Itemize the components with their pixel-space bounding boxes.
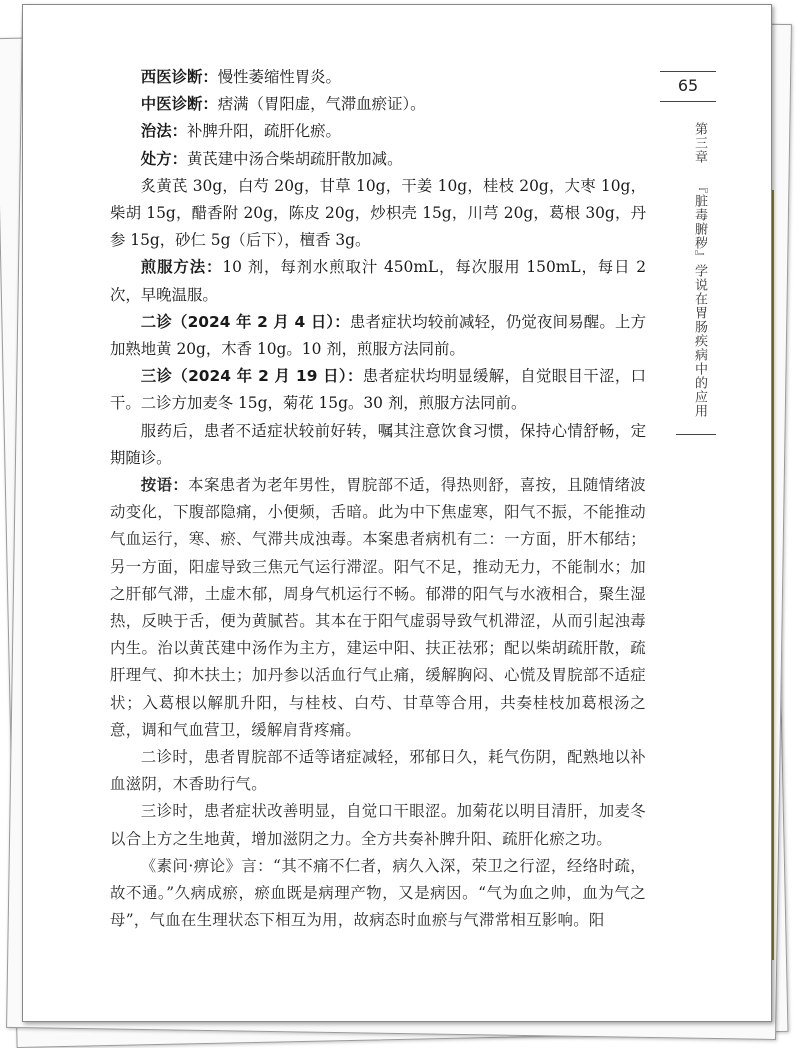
page-number-rule-bottom [660, 101, 716, 102]
prescription: 处方：黄芪建中汤合柴胡疏肝散加减。 [140, 149, 403, 168]
commentary-third-visit: 三诊时，患者症状改善明显，自觉口干眼涩。加菊花以明目清肝，加麦冬以合上方之生地黄，增加滋阴之力。全方共奏补脾升阳、疏肝化瘀之功。 [110, 802, 646, 848]
decoction-method: 煎服方法：10 剂，每剂水煎取汁 450mL，每次服用 150mL，每日 2 次，早晚温服。 [110, 258, 646, 304]
commentary-suwen-quote: 《素问·痹论》言：“其不痛不仁者，病久入深，荣卫之行涩，经络时疏，故不通。”久病成瘀，瘀血既是病理产物，又是病因。“气为血之帅，血为气之母”，气血在生理状态下相互为用，故病态时血瘀与气滞常相互影响。阳 [110, 856, 646, 930]
page-number-rule-top [660, 71, 716, 72]
chapter-running-title: 第三章 『脏毒腑秽』学说在胃肠疾病中的应用 [692, 122, 707, 418]
commentary: 按语：本案患者为老年男性，胃脘部不适，得热则舒，喜按，且随情绪波动变化，下腹部隐痛，小便频，舌暗。此为中下焦虚寒，阳气不振，不能推动气血运行，寒、瘀、气滞共成浊毒。本案患者病机有二：一方面，肝木郁结；另一方面，阳虚导致三焦元气运行滞涩。阳气不足，推动无力，不能制水；加之肝郁气滞，土虚木郁，周身气机运行不畅。郁滞的阳气与水液相合，聚生湿热，反映于舌，便为黄腻苔。其本在于阳气虚弱导致气机滞涩，从而引起浊毒内生。治以黄芪建中汤作为主方，建运中阳、扶正祛邪；配以柴胡疏肝散，疏肝理气、抑木扶土；加丹参以活血行气止痛，缓解胸闷、心慌及胃脘部不适症状；入葛根以解肌升阳，与桂枝、白芍、甘草等合用，共奏桂枝加葛根汤之意，调和气血营卫，缓解肩背疼痛。 [110, 476, 646, 739]
second-visit: 二诊（2024 年 2 月 4 日）：患者症状均较前减轻，仍觉夜间易醒。上方加熟地黄 20g，木香 10g。10 剂，煎服方法同前。 [110, 312, 646, 359]
prescription-ingredients: 炙黄芪 30g，白芍 20g，甘草 10g，干姜 10g，桂枝 20g，大枣 10g，柴胡 15g，醋香附 20g，陈皮 20g，炒枳壳 15g，川芎 20g，葛根 30g，丹参 15g，砂仁 5g（后下），檀香 3g。 [110, 176, 646, 250]
commentary-second-visit: 二诊时，患者胃脘部不适等诸症减轻，邪郁日久，耗气伤阴，配熟地以补血滋阴，木香助行气。 [110, 748, 646, 794]
page-number: 65 [677, 76, 699, 95]
tcm-diagnosis: 中医诊断：痞满（胃阳虚，气滞血瘀证）。 [140, 95, 426, 114]
page-body-text [110, 64, 646, 935]
treatment-method: 治法：补脾升阳，疏肝化瘀。 [140, 122, 341, 141]
western-diagnosis: 西医诊断：慢性萎缩性胃炎。 [140, 68, 341, 86]
third-visit: 三诊（2024 年 2 月 19 日）：患者症状均明显缓解，自觉眼目干涩，口干。二诊方加麦冬 15g，菊花 15g。30 剂，煎服方法同前。 [110, 367, 646, 413]
follow-up: 服药后，患者不适症状较前好转，嘱其注意饮食习惯，保持心情舒畅，定期随诊。 [110, 421, 646, 467]
chapter-title-rule [676, 434, 716, 435]
